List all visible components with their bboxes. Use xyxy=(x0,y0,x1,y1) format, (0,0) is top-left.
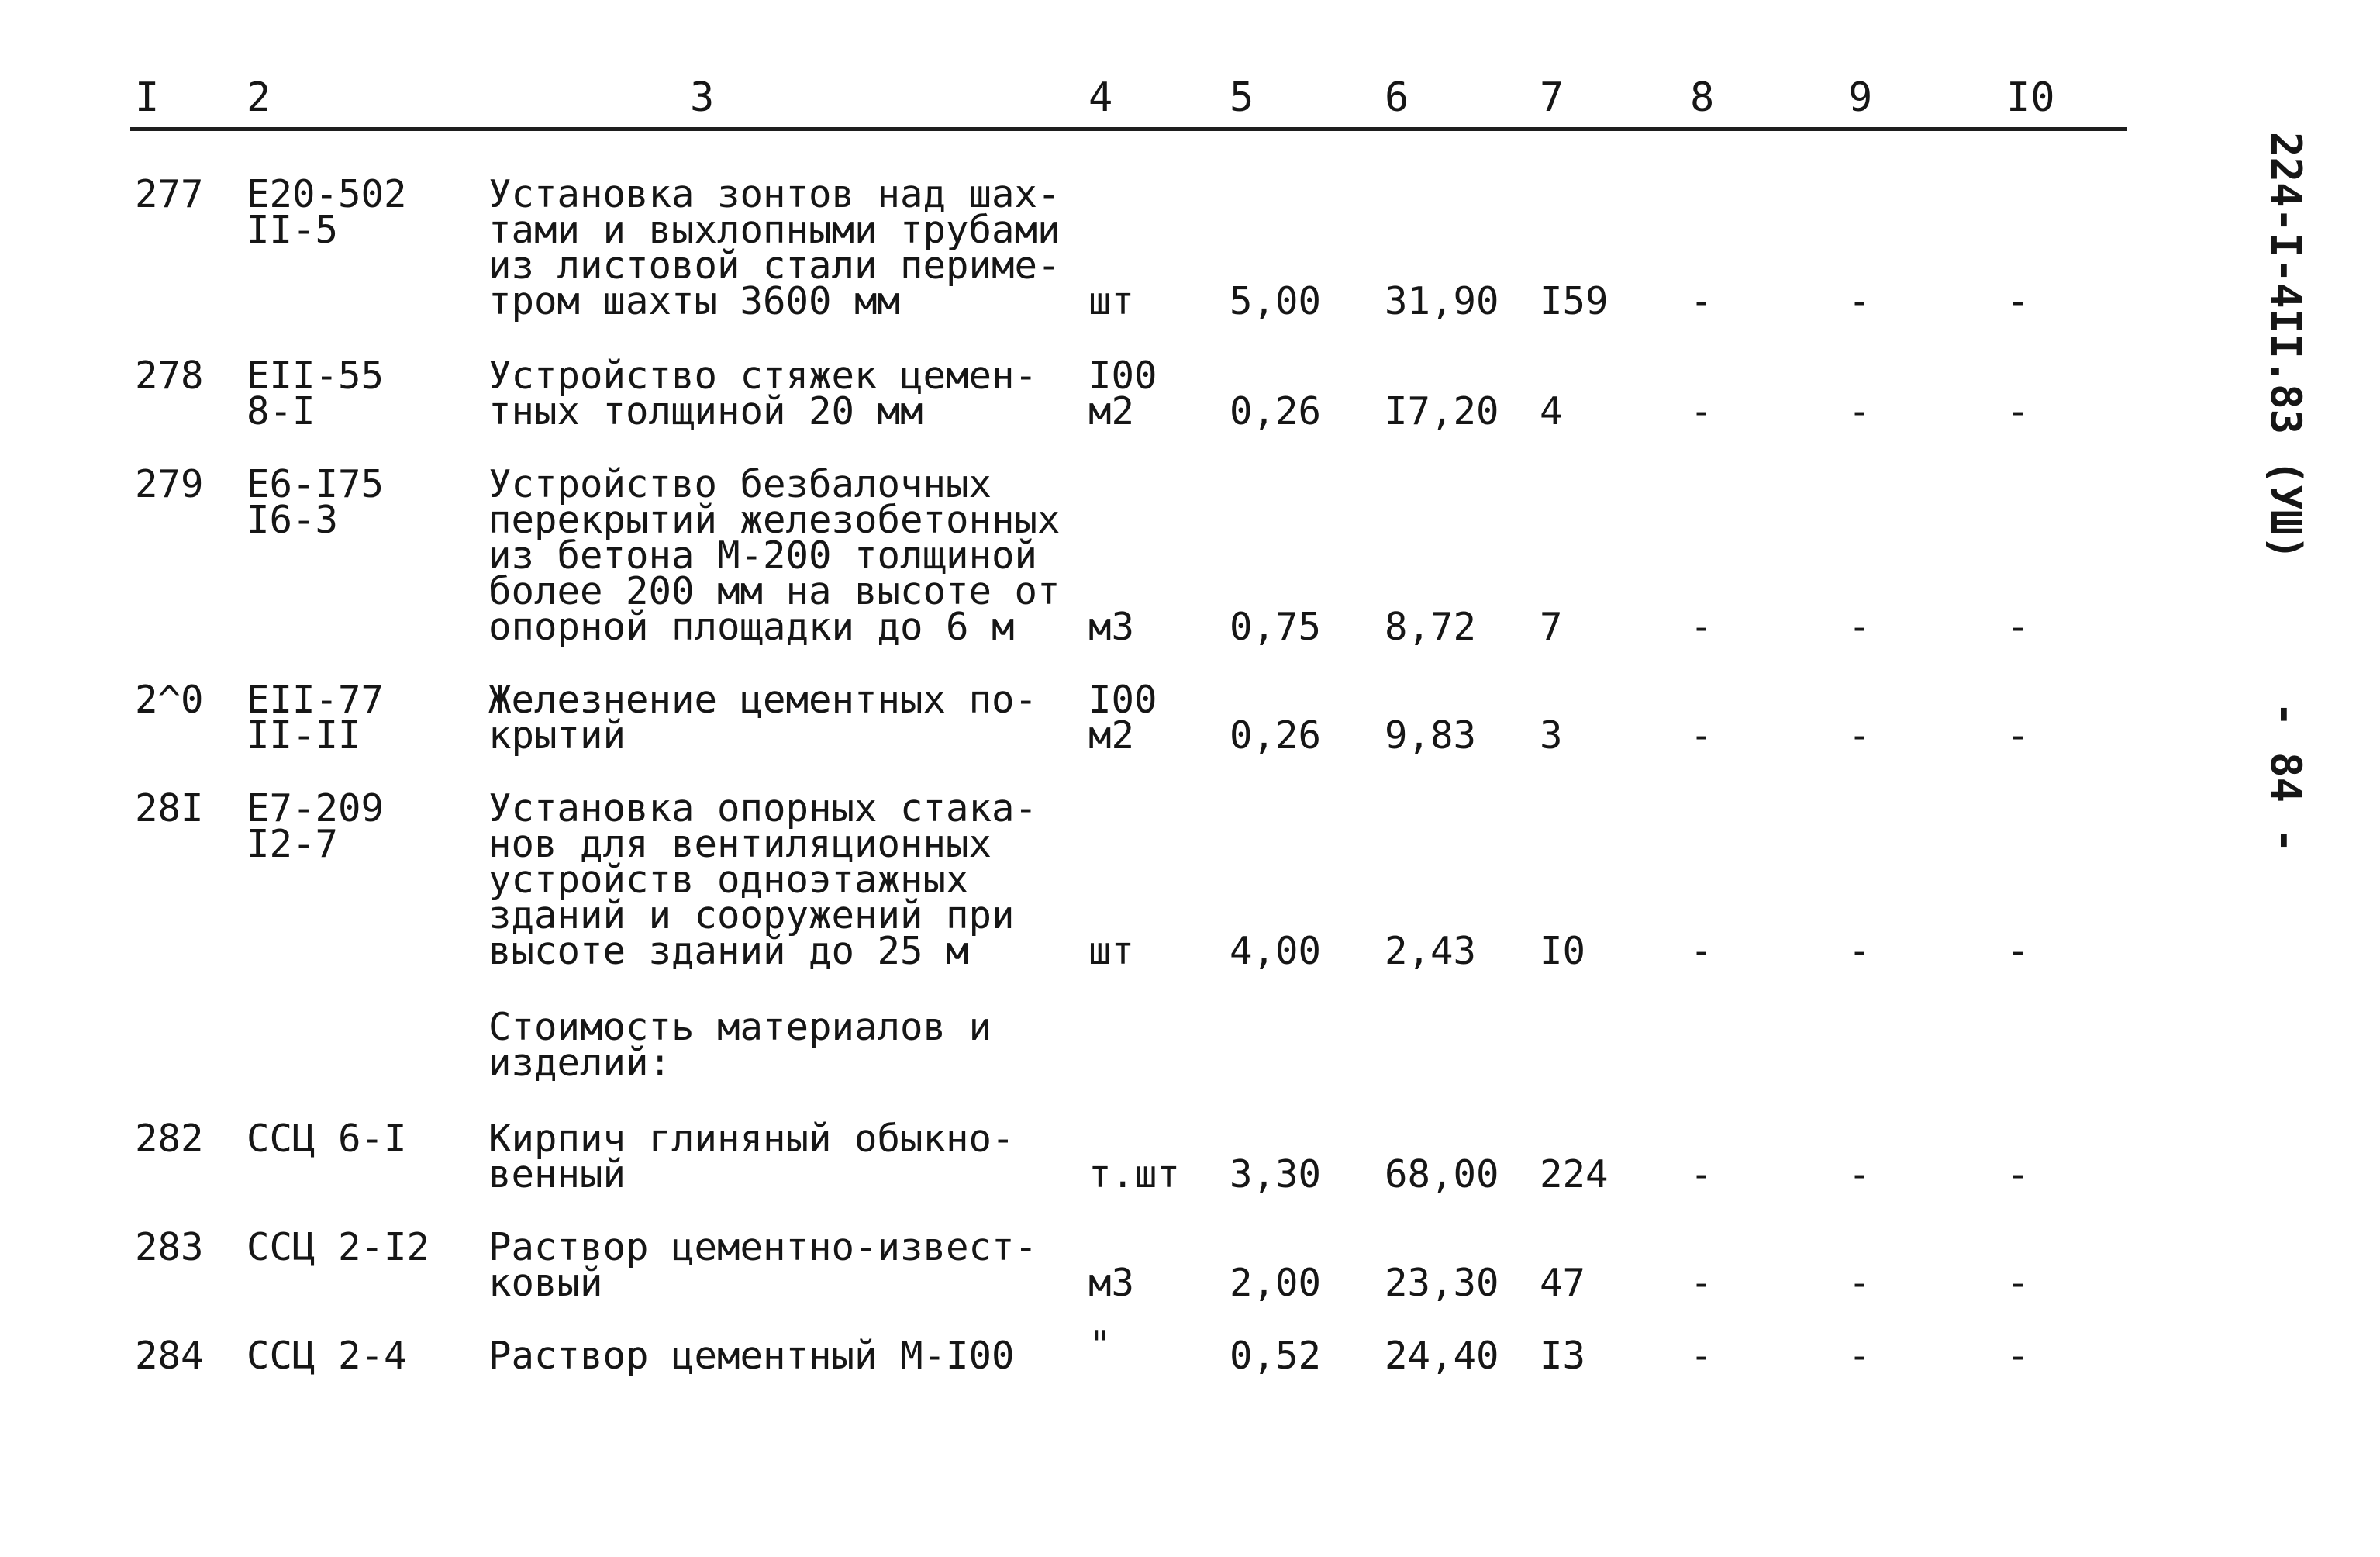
column-10-value: - xyxy=(2006,389,2030,433)
rate-code: Е6-I75 I6-3 xyxy=(247,462,385,542)
quantity: 3,30 xyxy=(1230,1152,1322,1196)
column-header-9: 9 xyxy=(1848,74,1873,121)
unit-price: 23,30 xyxy=(1385,1261,1499,1305)
unit: шт xyxy=(1088,929,1135,973)
rate-code: Е7-209 I2-7 xyxy=(247,786,385,866)
section-heading: Стоимость материалов и изделий: xyxy=(488,1005,992,1085)
column-header-6: 6 xyxy=(1385,74,1409,121)
unit: м3 xyxy=(1088,605,1135,649)
rate-code: ЕII-77 II-II xyxy=(247,678,385,758)
column-header-4: 4 xyxy=(1088,74,1113,121)
column-8-value: - xyxy=(1690,279,1713,323)
column-10-value: - xyxy=(2006,1334,2030,1378)
quantity: 4,00 xyxy=(1230,929,1322,973)
work-description: Железнение цементных по- крытий xyxy=(488,678,1038,758)
column-8-value: - xyxy=(1690,713,1713,758)
work-description: Устройство стяжек цемен- тных толщиной 20 мм xyxy=(488,354,1038,433)
unit-price: 24,40 xyxy=(1385,1334,1499,1378)
quantity: 0,26 xyxy=(1230,389,1322,433)
rate-code: ЕII-55 8-I xyxy=(247,354,385,433)
column-8-value: - xyxy=(1690,1261,1713,1305)
row-number: 278 xyxy=(135,354,204,398)
unit-price: 8,72 xyxy=(1385,605,1477,649)
unit: шт xyxy=(1088,279,1135,323)
total-cost: I0 xyxy=(1540,929,1586,973)
quantity: 0,75 xyxy=(1230,605,1322,649)
column-header-5: 5 xyxy=(1230,74,1254,121)
column-10-value: - xyxy=(2006,279,2030,323)
column-10-value: - xyxy=(2006,929,2030,973)
column-9-value: - xyxy=(1848,605,1871,649)
row-number: 283 xyxy=(135,1225,204,1269)
total-cost: 47 xyxy=(1540,1261,1586,1305)
column-header-7: 7 xyxy=(1540,74,1564,121)
column-10-value: - xyxy=(2006,605,2030,649)
column-8-value: - xyxy=(1690,929,1713,973)
column-9-value: - xyxy=(1848,1152,1871,1196)
quantity: 2,00 xyxy=(1230,1261,1322,1305)
work-description: Установка опорных стака- нов для вентиляционных устройств одноэтажных зданий и сооружений при высоте зданий до 25 м xyxy=(488,786,1038,973)
work-description: Раствор цементный М-I00 xyxy=(488,1334,1015,1378)
document-code: 224-I-4II.83 (УШ) xyxy=(2261,132,2310,561)
column-9-value: - xyxy=(1848,929,1871,973)
unit: " xyxy=(1088,1323,1112,1367)
column-9-value: - xyxy=(1848,279,1871,323)
row-number: 282 xyxy=(135,1117,204,1161)
total-cost: 7 xyxy=(1540,605,1563,649)
rate-code: ССЦ 6-I xyxy=(247,1117,407,1161)
column-9-value: - xyxy=(1848,1261,1871,1305)
total-cost: 224 xyxy=(1540,1152,1609,1196)
unit-price: 2,43 xyxy=(1385,929,1477,973)
column-header-10: I0 xyxy=(2006,74,2055,121)
rate-code: Е20-502 II-5 xyxy=(247,172,407,252)
column-8-value: - xyxy=(1690,389,1713,433)
unit: I00 м2 xyxy=(1088,678,1157,758)
column-10-value: - xyxy=(2006,713,2030,758)
total-cost: I59 xyxy=(1540,279,1609,323)
column-9-value: - xyxy=(1848,389,1871,433)
column-8-value: - xyxy=(1690,1152,1713,1196)
column-10-value: - xyxy=(2006,1261,2030,1305)
rate-code: ССЦ 2-4 xyxy=(247,1334,407,1378)
work-description: Кирпич глиняный обыкно- венный xyxy=(488,1117,1015,1196)
column-header-8: 8 xyxy=(1690,74,1715,121)
unit: м3 xyxy=(1088,1261,1135,1305)
row-number: 277 xyxy=(135,172,204,216)
work-description: Установка зонтов над шах- тами и выхлопными трубами из листовой стали периме- тром шахты 3600 мм xyxy=(488,172,1061,323)
row-number: 284 xyxy=(135,1334,204,1378)
unit-price: 68,00 xyxy=(1385,1152,1499,1196)
column-header-3: 3 xyxy=(690,74,715,121)
column-9-value: - xyxy=(1848,713,1871,758)
row-number: 28I xyxy=(135,786,204,830)
quantity: 5,00 xyxy=(1230,279,1322,323)
unit-price: I7,20 xyxy=(1385,389,1499,433)
work-description: Раствор цементно-извест- ковый xyxy=(488,1225,1038,1305)
total-cost: I3 xyxy=(1540,1334,1586,1378)
column-header-2: 2 xyxy=(247,74,271,121)
column-10-value: - xyxy=(2006,1152,2030,1196)
rate-code: ССЦ 2-I2 xyxy=(247,1225,430,1269)
column-8-value: - xyxy=(1690,1334,1713,1378)
column-9-value: - xyxy=(1848,1334,1871,1378)
unit-price: 9,83 xyxy=(1385,713,1477,758)
work-description: Устройство безбалочных перекрытий железобетонных из бетона М-200 толщиной более 200 мм на высоте от опорной площадки до 6 м xyxy=(488,462,1061,649)
quantity: 0,26 xyxy=(1230,713,1322,758)
total-cost: 4 xyxy=(1540,389,1563,433)
quantity: 0,52 xyxy=(1230,1334,1322,1378)
row-number: 279 xyxy=(135,462,204,506)
unit: I00 м2 xyxy=(1088,354,1157,433)
total-cost: 3 xyxy=(1540,713,1563,758)
column-8-value: - xyxy=(1690,605,1713,649)
column-header-1: I xyxy=(135,74,160,121)
unit-price: 31,90 xyxy=(1385,279,1499,323)
header-rule xyxy=(130,127,2127,131)
unit: т.шт xyxy=(1088,1152,1181,1196)
row-number: 2^0 xyxy=(135,678,204,722)
page-number: - 84 - xyxy=(2261,702,2310,854)
